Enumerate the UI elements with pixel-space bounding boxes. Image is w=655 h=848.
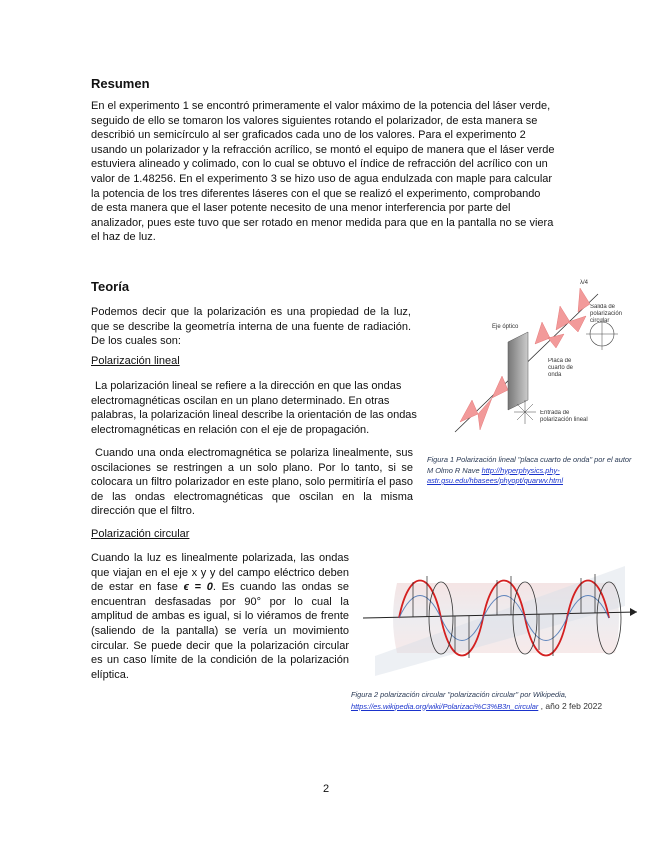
fig2-caption-text: Figura 2 polarización circular "polarización circular" por Wikipedia, [351,690,567,699]
figure-1-quarter-wave-plate [430,272,645,442]
linear-heading: Polarización lineal [91,355,180,367]
circular-paragraph [91,551,349,682]
fig1-axis-label: λ/4 [580,280,589,286]
figure-2-circular-polarization [357,548,642,686]
linear-paragraph-2: Cuando una onda electromagnética se polariza linealmente, sus oscilaciones se restringen a un solo plano. Por lo tanto, si se colocara un filtro polarizador en este plano, solo permitiría el paso de las ondas electromagnéticas que oscilan en la misma dirección que el filtro. [91,447,413,518]
circular-heading: Polarización circular [91,528,190,540]
fig1-out-label: Salida de polarización circular [590,304,623,324]
fig1-caption-text: Figura 1 Polarización lineal "placa cuarto de onda" por el autor M Olmo R Nave [427,455,632,475]
fig1-in-label: Entrada de polarización lineal [540,410,588,423]
fig2-caption-link[interactable]: https://es.wikipedia.org/wiki/Polarizaci%C3%B3n_circular [351,701,539,711]
fig2-caption-date: , año 2 feb 2022 [538,700,603,711]
fig1-out-label-box [590,304,642,332]
circular-text-after: . Es cuando las ondas se encuentran desfasadas por 90° por lo cual la amplitud de ambas es igual, si lo viéramos de frente (saliendo de la pantalla) se vería un movimiento circular. Se puede decir que la polarización circular es un caso límite de la condición de la polarización elíptica. [91,581,349,681]
outgoing-circular-wave [535,288,590,348]
abstract-title: Resumen [91,76,150,91]
linear-paragraph-1: La polarización lineal se refiere a la dirección en que las ondas electromagnéticas oscilan en un plano determinado. En otras palabras, la polarización lineal describe la orientación de las ondas electromagnéticas en relación con el eje de propagación. [91,380,417,436]
fig1-plate-label: Placa de cuarto de onda [548,358,574,378]
circular-text-before: Cuando la luz es linealmente polarizada, las ondas que viajan en el eje x y y del campo eléctrico deben de estar en fase [91,552,349,594]
fig1-optic-label: Eje óptico [492,324,519,330]
figure-2-caption [351,690,641,712]
abstract-body: En el experimento 1 se encontró primeramente el valor máximo de la potencia del láser verde, seguido de ello se tomaron los valores siguientes rotando el polarizador, de esta manera se describió un semicírculo al ser graficados cada uno de los valores. Para el experimento 2 usando un polarizador y la refracción acrílico, se montó el equipo de manera que el láser verde estuviera alineado y colimado, con lo cual se obtuvo el índice de refracción del acrílico con un valor de 1.48256. En el experimento 3 se hizo uso de agua endulzada con maple para calcular la potencia de los tres diferentes láseres con el que se realizó el experimento, comprobando de esta manera que el laser potente necesito de una menor interferencia por parte del analizador, pues este tuvo que ser rotado en menor medida para que en la pantalla no se viera el haz de luz. [91,100,555,244]
figure-1-caption [427,455,635,487]
theory-title: Teoría [91,279,130,294]
fig1-caption-link[interactable]: http://hyperphysics.phy-astr.gsu.edu/hbasees/phyopt/quarwv.html [427,465,563,485]
axis-arrow [630,608,637,616]
theory-intro: Podemos decir que la polarización es una propiedad de la luz, que se describe la geometría interna de una fuente de radiación. De los cuales son: [91,306,411,348]
quarter-wave-plate [508,332,528,410]
phase-equation: ϵ = 0 [183,581,213,594]
fig1-plate-label-box [548,358,588,386]
page-number: 2 [323,783,330,795]
fig1-in-label-box [540,410,590,438]
